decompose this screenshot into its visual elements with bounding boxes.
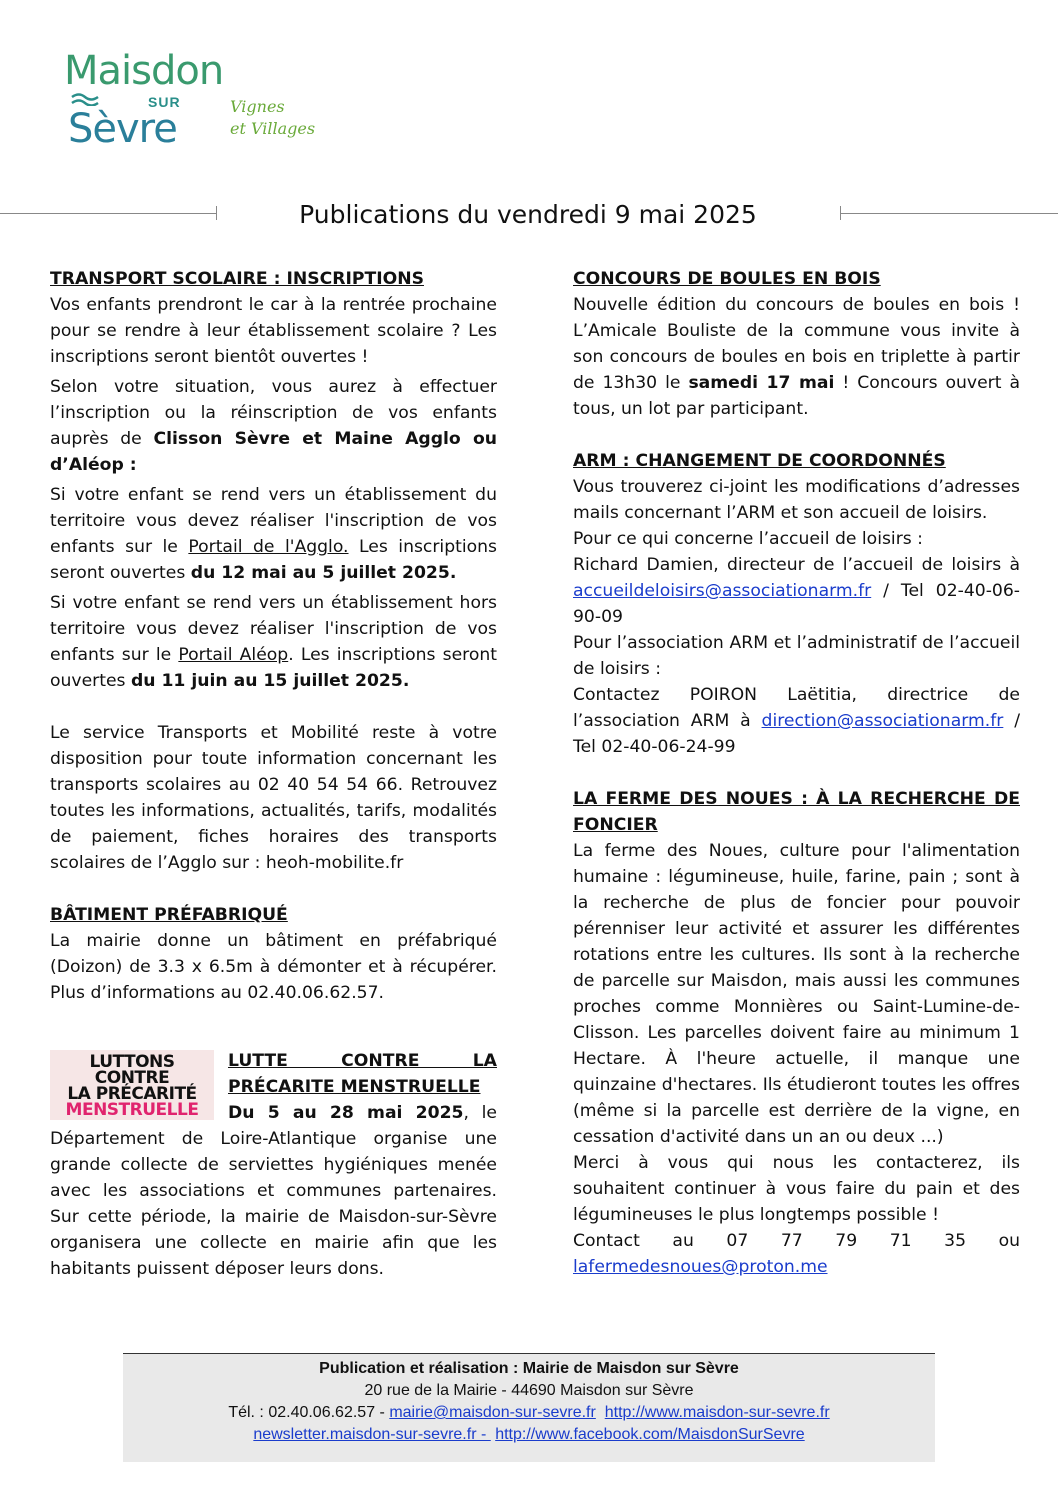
left-column: [50, 266, 497, 1282]
title-rule-left: [0, 213, 216, 214]
transport-heading: TRANSPORT SCOLAIRE : INSCRIPTIONS: [50, 269, 424, 289]
logo-sevre: Sèvre: [68, 106, 177, 152]
transport-p4-text: Si votre enfant se rend vers un établissement hors territoire vous devez réaliser l'inscription de vos enfants sur le: [50, 593, 497, 665]
transport-p2-text: Selon votre situation, vous aurez à effectuer l’inscription ou la réinscription de vos enfants auprès de: [50, 377, 497, 449]
footer-links-line: [123, 1424, 935, 1446]
logo-tagline: [230, 96, 315, 140]
boules-p1: [573, 292, 1020, 422]
arm-p2: Pour ce qui concerne l’accueil de loisirs :: [573, 529, 923, 549]
footer-email-link[interactable]: mairie@maisdon-sur-sevre.fr: [389, 1404, 596, 1421]
accueil-email-link[interactable]: accueildeloisirs@associationarm.fr: [573, 581, 872, 601]
ferme-email-link[interactable]: lafermedesnoues@proton.me: [573, 1257, 828, 1277]
boules-text: Nouvelle édition du concours de boules en bois ! L’Amicale Bouliste de la commune vous invite à son concours de boules en bois en triplette à partir de 13h30 le: [573, 295, 1020, 393]
arm-p4: Pour l’association ARM et l’administratif de l’accueil de loisirs :: [573, 633, 1020, 679]
arm-p3-tel: / Tel 02-40-06-90-09: [573, 581, 1020, 627]
title-rule-right-tick: [840, 206, 841, 220]
logo-maisdon: Maisdon: [64, 48, 224, 94]
arm-p3-text: Richard Damien, directeur de l’accueil de loisirs à: [573, 555, 1020, 575]
ferme-p2: Merci à vous qui nous les contacterez, ils souhaitent continuer à vous faire du pain et des légumineuses le plus longtemps possible !: [573, 1153, 1020, 1225]
lutte-dates: Du 5 au 28 mai 2025: [228, 1103, 464, 1123]
img-line-2: CONTRE: [94, 1068, 170, 1088]
transport-p4-dates: du 11 juin au 15 juillet 2025.: [130, 671, 410, 691]
transport-p2: [50, 374, 497, 478]
boules-heading: CONCOURS DE BOULES EN BOIS: [573, 269, 881, 289]
arm-p1: Vous trouverez ci-joint les modifications d’adresses mails concernant l’ARM et son accueil de loisirs.: [573, 477, 1020, 523]
batiment-p1: La mairie donne un bâtiment en préfabriqué (Doizon) de 3.3 x 6.5m à démonter et à récupérer. Plus d’informations au 02.40.06.62.57.: [50, 931, 497, 1003]
boules-text-b: ! Concours ouvert à tous, un lot par participant.: [573, 373, 1021, 419]
direction-email-link[interactable]: direction@associationarm.fr: [761, 711, 1004, 731]
transport-p1: Vos enfants prendront le car à la rentrée prochaine pour se rendre à leur établissement scolaire ? Les inscriptions seront bientôt ouvertes !: [50, 295, 497, 367]
footer: [123, 1353, 935, 1462]
footer-newsletter-link[interactable]: newsletter.maisdon-sur-sevre.fr -: [253, 1426, 491, 1443]
ferme-contact-text: Contact au 07 77 79 71 35 ou: [573, 1231, 1020, 1251]
batiment-heading: BÂTIMENT PRÉFABRIQUÉ: [50, 905, 288, 925]
footer-address: 20 rue de la Mairie - 44690 Maisdon sur Sèvre: [364, 1382, 694, 1399]
img-line-1: LUTTONS: [89, 1052, 175, 1072]
transport-p3-dates: du 12 mai au 5 juillet 2025.: [190, 563, 457, 583]
maisdon-logo: [60, 48, 340, 168]
logo-tagline-2: et Villages: [230, 119, 316, 138]
arm-p3: [573, 552, 1020, 630]
arm-p5-tel: / Tel 02-40-06-24-99: [573, 711, 1020, 757]
lutte-heading: LUTTE CONTRE LA PRÉCARITE MENSTRUELLE: [228, 1051, 497, 1097]
lutte-section: [50, 1048, 497, 1282]
transport-p3: [50, 482, 497, 586]
logo-sur: SUR: [148, 94, 181, 110]
logo-wave-icon: [70, 92, 100, 106]
right-column: [573, 266, 1020, 1280]
portail-aleop-link[interactable]: Portail Aléop: [178, 645, 289, 665]
arm-heading: ARM : CHANGEMENT DE COORDONNÉS: [573, 451, 946, 471]
logo-tagline-1: Vignes: [230, 97, 285, 116]
footer-facebook-link[interactable]: http://www.facebook.com/MaisdonSurSevre: [495, 1426, 805, 1443]
transport-p3-text-b: Les inscriptions seront ouvertes: [50, 537, 497, 583]
lutte-text: , le Département de Loire-Atlantique organise une grande collecte de serviettes hygiéniques menée avec les associations et communes partenaires. Sur cette période, la mairie de Maisdon-sur-Sèvre organisera une collecte en mairie afin que les habitants puissent déposer leurs dons.: [50, 1103, 498, 1279]
luttons-contre-precarite-image: [50, 1050, 214, 1120]
transport-p5: Le service Transports et Mobilité reste à votre disposition pour toute information concernant les transports scolaires au 02 40 54 54 66. Retrouvez toutes les informations, actualités, tarifs, modalités de paiement, fiches horaires des transports scolaires de l’Agglo sur : heoh-mobilite.fr: [50, 723, 497, 873]
transport-p2-bold: Clisson Sèvre et Maine Agglo ou d’Aléop :: [50, 429, 497, 475]
transport-p4: [50, 590, 497, 694]
title-rule-right: [840, 213, 1058, 214]
transport-p4-text-b: . Les inscriptions seront ouvertes: [50, 645, 497, 691]
ferme-p3: [573, 1228, 1020, 1280]
img-line-3: LA PRÉCARITÉ: [67, 1084, 197, 1104]
page-title: Publications du vendredi 9 mai 2025: [299, 200, 757, 229]
arm-p5-text: Contactez POIRON Laëtitia, directrice de l’association ARM à: [573, 685, 1020, 731]
boules-date: samedi 17 mai: [688, 373, 835, 393]
footer-tel: Tél. : 02.40.06.62.57 -: [228, 1404, 390, 1421]
img-line-4: MENSTRUELLE: [65, 1100, 199, 1120]
ferme-p1: La ferme des Noues, culture pour l'alimentation humaine : légumineuse, huile, farine, pain ; sont à la recherche de plus de foncier pour pouvoir pérenniser leur activité et assurer les différentes rotations entre les cultures. Ils sont à la recherche de parcelle sur Maisdon, mais aussi les communes proches comme Monnières ou Saint-Lumine-de-Clisson. Les parcelles doivent faire au minimum 1 Hectare. À l'heure actuelle, il manque une quinzaine d'hectares. Ils étudieront toutes les offres (même si la parcelle est derrière de la vigne, en cessation d'activité dans un an ou deux ...): [573, 841, 1020, 1147]
footer-contact-line: [123, 1402, 935, 1424]
transport-p3-text: Si votre enfant se rend vers un établissement du territoire vous devez réaliser l'inscription de vos enfants sur le: [50, 485, 497, 557]
arm-p5: [573, 682, 1020, 760]
lutte-p1: [50, 1100, 497, 1282]
footer-website-link[interactable]: http://www.maisdon-sur-sevre.fr: [604, 1404, 830, 1421]
footer-publisher: Publication et réalisation : Mairie de Maisdon sur Sèvre: [319, 1360, 739, 1377]
portail-agglo-link[interactable]: Portail de l'Agglo.: [188, 537, 349, 557]
ferme-heading: LA FERME DES NOUES : À LA RECHERCHE DE FONCIER: [573, 789, 1020, 835]
